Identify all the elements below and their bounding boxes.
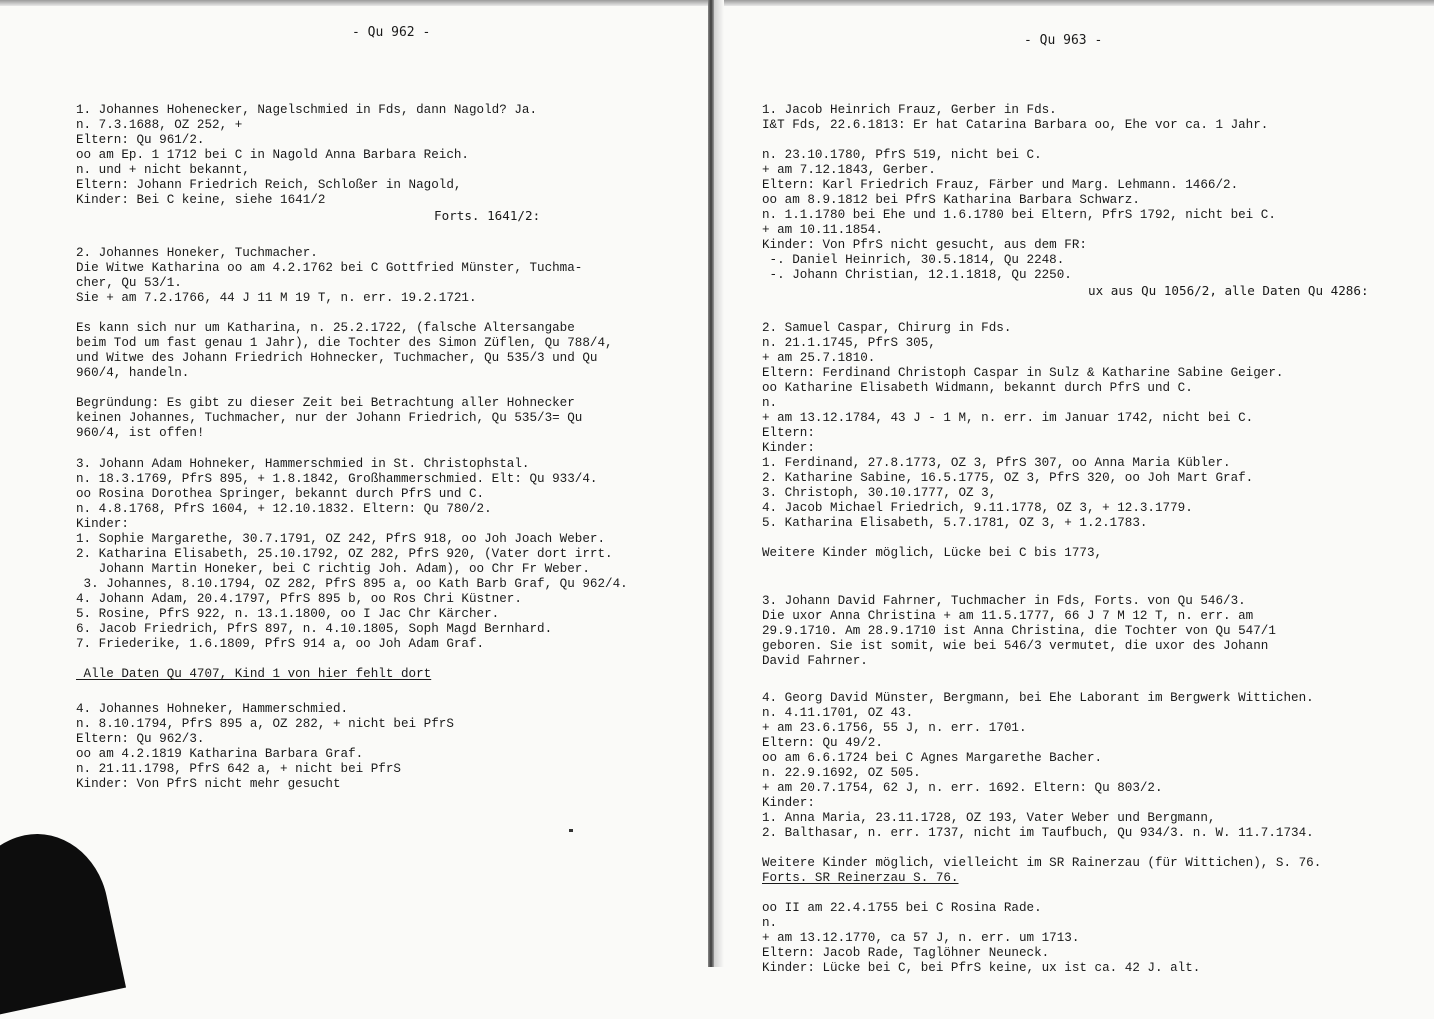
- text-line: Die Witwe Katharina oo am 4.2.1762 bei C Gottfried Münster, Tuchma-: [76, 261, 583, 275]
- text-line: geboren. Sie ist somit, wie bei 546/3 vermutet, die uxor des Johann: [762, 639, 1269, 653]
- text-line: n.: [762, 396, 778, 410]
- text-line: -. Johann Christian, 12.1.1818, Qu 2250.: [762, 268, 1072, 282]
- text-line: 29.9.1710. Am 28.9.1710 ist Anna Christina, die Tochter von Qu 547/1: [762, 624, 1276, 638]
- text-line: 1. Johannes Hohenecker, Nagelschmied in Fds, dann Nagold? Ja.: [76, 103, 538, 117]
- text-line: oo Katharine Elisabeth Widmann, bekannt durch PfrS und C.: [762, 381, 1193, 395]
- text-line: 4. Georg David Münster, Bergmann, bei Ehe Laborant im Bergwerk Wittichen.: [762, 691, 1314, 705]
- text-line: 1. Jacob Heinrich Frauz, Gerber in Fds.: [762, 103, 1057, 117]
- text-line: oo am 8.9.1812 bei PfrS Katharina Barbara Schwarz.: [762, 193, 1140, 207]
- text-line: 960/4, ist offen!: [76, 426, 205, 440]
- text-line: Eltern: Qu 49/2.: [762, 736, 883, 750]
- text-line: Weitere Kinder möglich, Lücke bei C bis 1773,: [762, 546, 1103, 560]
- text-line: 5. Katharina Elisabeth, 5.7.1781, OZ 3, + 1.2.1783.: [762, 516, 1148, 530]
- entry-3: [762, 594, 1276, 669]
- text-line: I&T Fds, 22.6.1813: Er hat Catarina Barbara oo, Ehe vor ca. 1 Jahr.: [762, 118, 1269, 132]
- text-line: 1. Anna Maria, 23.11.1728, OZ 193, Vater Weber und Bergmann,: [762, 811, 1216, 825]
- text-line: + am 10.11.1854.: [762, 223, 883, 237]
- text-line: 4. Johann Adam, 20.4.1797, PfrS 895 b, oo Ros Chri Küstner.: [76, 592, 522, 606]
- entry-4: [76, 702, 454, 792]
- text-line: + am 25.7.1810.: [762, 351, 876, 365]
- text-line: oo am 4.2.1819 Katharina Barbara Graf.: [76, 747, 364, 761]
- text-line: n. 22.9.1692, OZ 505.: [762, 766, 921, 780]
- text-line: David Fahrner.: [762, 654, 868, 668]
- text-line: Alle Daten Qu 4707, Kind 1 von hier fehlt dort: [76, 667, 432, 681]
- text-line: 7. Friederike, 1.6.1809, PfrS 914 a, oo Joh Adam Graf.: [76, 637, 485, 651]
- text-line: Kinder:: [762, 441, 815, 455]
- text-line: keinen Johannes, Tuchmacher, nur der Johann Friedrich, Qu 535/3= Qu: [76, 411, 583, 425]
- text-line: und Witwe des Johann Friedrich Hohnecker, Tuchmacher, Qu 535/3 und Qu: [76, 351, 598, 365]
- text-line: -. Daniel Heinrich, 30.5.1814, Qu 2248.: [762, 253, 1065, 267]
- text-line: Kinder: Von PfrS nicht gesucht, aus dem FR:: [762, 238, 1087, 252]
- text-line: Eltern:: [762, 426, 815, 440]
- text-line: n. 8.10.1794, PfrS 895 a, OZ 282, + nicht bei PfrS: [76, 717, 454, 731]
- text-line: Kinder: Bei C keine, siehe 1641/2: [76, 193, 326, 207]
- text-line: 3. Johannes, 8.10.1794, OZ 282, PfrS 895 a, oo Kath Barb Graf, Qu 962/4.: [76, 577, 628, 591]
- text-line: Eltern: Karl Friedrich Frauz, Färber und Marg. Lehmann. 1466/2.: [762, 178, 1239, 192]
- text-line: 2. Johannes Honeker, Tuchmacher.: [76, 246, 318, 260]
- text-line: oo am 6.6.1724 bei C Agnes Margarethe Bacher.: [762, 751, 1103, 765]
- text-line: n. 21.1.1745, PfrS 305,: [762, 336, 936, 350]
- text-line: Eltern: Ferdinand Christoph Caspar in Sulz & Katharine Sabine Geiger.: [762, 366, 1284, 380]
- text-line: oo II am 22.4.1755 bei C Rosina Rade.: [762, 901, 1042, 915]
- entry-4: [762, 691, 1321, 976]
- text-line: Forts. SR Reinerzau S. 76.: [762, 871, 959, 885]
- text-line: n.: [762, 916, 778, 930]
- entry-3: [76, 457, 628, 682]
- thumb-shadow: [0, 821, 126, 1018]
- entry-1: [76, 103, 537, 208]
- text-line: 3. Christoph, 30.10.1777, OZ 3,: [762, 486, 997, 500]
- speck: [569, 829, 573, 832]
- text-line: n. und + nicht bekannt,: [76, 163, 250, 177]
- text-line: n. 7.3.1688, OZ 252, +: [76, 118, 243, 132]
- text-line: + am 13.12.1770, ca 57 J, n. err. um 1713.: [762, 931, 1080, 945]
- text-line: Kinder: Von PfrS nicht mehr gesucht: [76, 777, 341, 791]
- text-line: Es kann sich nur um Katharina, n. 25.2.1722, (falsche Altersangabe: [76, 321, 575, 335]
- text-line: oo Rosina Dorothea Springer, bekannt durch PfrS und C.: [76, 487, 485, 501]
- text-line: + am 20.7.1754, 62 J, n. err. 1692. Eltern: Qu 803/2.: [762, 781, 1163, 795]
- forts-note: Forts. 1641/2:: [434, 208, 541, 223]
- text-line: n. 1.1.1780 bei Ehe und 1.6.1780 bei Eltern, PfrS 1792, nicht bei C.: [762, 208, 1276, 222]
- entry-2: [76, 246, 613, 441]
- text-line: 3. Johann Adam Hohneker, Hammerschmied in St. Christophstal.: [76, 457, 530, 471]
- text-line: Kinder:: [762, 796, 815, 810]
- text-line: beim Tod um fast genau 1 Jahr), die Tochter des Simon Züflen, Qu 788/4,: [76, 336, 613, 350]
- page-header: - Qu 963 -: [1024, 33, 1103, 48]
- text-line: Begründung: Es gibt zu dieser Zeit bei Betrachtung aller Hohnecker: [76, 396, 575, 410]
- text-line: 3. Johann David Fahrner, Tuchmacher in Fds, Forts. von Qu 546/3.: [762, 594, 1246, 608]
- text-line: Eltern: Jacob Rade, Taglöhner Neuneck.: [762, 946, 1050, 960]
- text-line: 1. Sophie Margarethe, 30.7.1791, OZ 242, PfrS 918, oo Joh Joach Weber.: [76, 532, 606, 546]
- text-line: Eltern: Qu 962/3.: [76, 732, 205, 746]
- text-line: Weitere Kinder möglich, vielleicht im SR Rainerzau (für Wittichen), S. 76.: [762, 856, 1322, 870]
- text-line: 6. Jacob Friedrich, PfrS 897, n. 4.10.1805, Soph Magd Bernhard.: [76, 622, 553, 636]
- text-line: Kinder:: [76, 517, 129, 531]
- text-line: n. 4.11.1701, OZ 43.: [762, 706, 914, 720]
- page-header: - Qu 962 -: [352, 25, 431, 40]
- text-line: Sie + am 7.2.1766, 44 J 11 M 19 T, n. err. 19.2.1721.: [76, 291, 477, 305]
- text-line: 4. Johannes Hohneker, Hammerschmied.: [76, 702, 349, 716]
- forts-note: ux aus Qu 1056/2, alle Daten Qu 4286:: [1088, 283, 1369, 298]
- gutter-shadow: [714, 0, 724, 967]
- text-line: n. 4.8.1768, PfrS 1604, + 12.10.1832. Eltern: Qu 780/2.: [76, 502, 492, 516]
- text-line: 5. Rosine, PfrS 922, n. 13.1.1800, oo I Jac Chr Kärcher.: [76, 607, 500, 621]
- text-line: Eltern: Qu 961/2.: [76, 133, 205, 147]
- text-line: 2. Balthasar, n. err. 1737, nicht im Taufbuch, Qu 934/3. n. W. 11.7.1734.: [762, 826, 1314, 840]
- text-line: Die uxor Anna Christina + am 11.5.1777, 66 J 7 M 12 T, n. err. am: [762, 609, 1254, 623]
- text-line: 2. Katharina Elisabeth, 25.10.1792, OZ 282, PfrS 920, (Vater dort irrt.: [76, 547, 613, 561]
- text-line: + am 13.12.1784, 43 J - 1 M, n. err. im Januar 1742, nicht bei C.: [762, 411, 1254, 425]
- text-line: + am 7.12.1843, Gerber.: [762, 163, 936, 177]
- text-line: 2. Katharine Sabine, 16.5.1775, OZ 3, PfrS 320, oo Joh Mart Graf.: [762, 471, 1254, 485]
- entry-2: [762, 321, 1283, 561]
- text-line: Eltern: Johann Friedrich Reich, Schloßer in Nagold,: [76, 178, 462, 192]
- text-line: oo am Ep. 1 1712 bei C in Nagold Anna Barbara Reich.: [76, 148, 469, 162]
- text-line: cher, Qu 53/1.: [76, 276, 182, 290]
- text-line: Johann Martin Honeker, bei C richtig Joh. Adam), oo Chr Fr Weber.: [76, 562, 590, 576]
- text-line: 1. Ferdinand, 27.8.1773, OZ 3, PfrS 307, oo Anna Maria Kübler.: [762, 456, 1231, 470]
- text-line: Kinder: Lücke bei C, bei PfrS keine, ux ist ca. 42 J. alt.: [762, 961, 1201, 975]
- text-line: 2. Samuel Caspar, Chirurg in Fds.: [762, 321, 1012, 335]
- text-line: n. 23.10.1780, PfrS 519, nicht bei C.: [762, 148, 1042, 162]
- entry-1: [762, 103, 1276, 283]
- text-line: 4. Jacob Michael Friedrich, 9.11.1778, OZ 3, + 12.3.1779.: [762, 501, 1193, 515]
- text-line: n. 21.11.1798, PfrS 642 a, + nicht bei PfrS: [76, 762, 401, 776]
- text-line: n. 18.3.1769, PfrS 895, + 1.8.1842, Großhammerschmied. Elt: Qu 933/4.: [76, 472, 598, 486]
- text-line: + am 23.6.1756, 55 J, n. err. 1701.: [762, 721, 1027, 735]
- text-line: 960/4, handeln.: [76, 366, 190, 380]
